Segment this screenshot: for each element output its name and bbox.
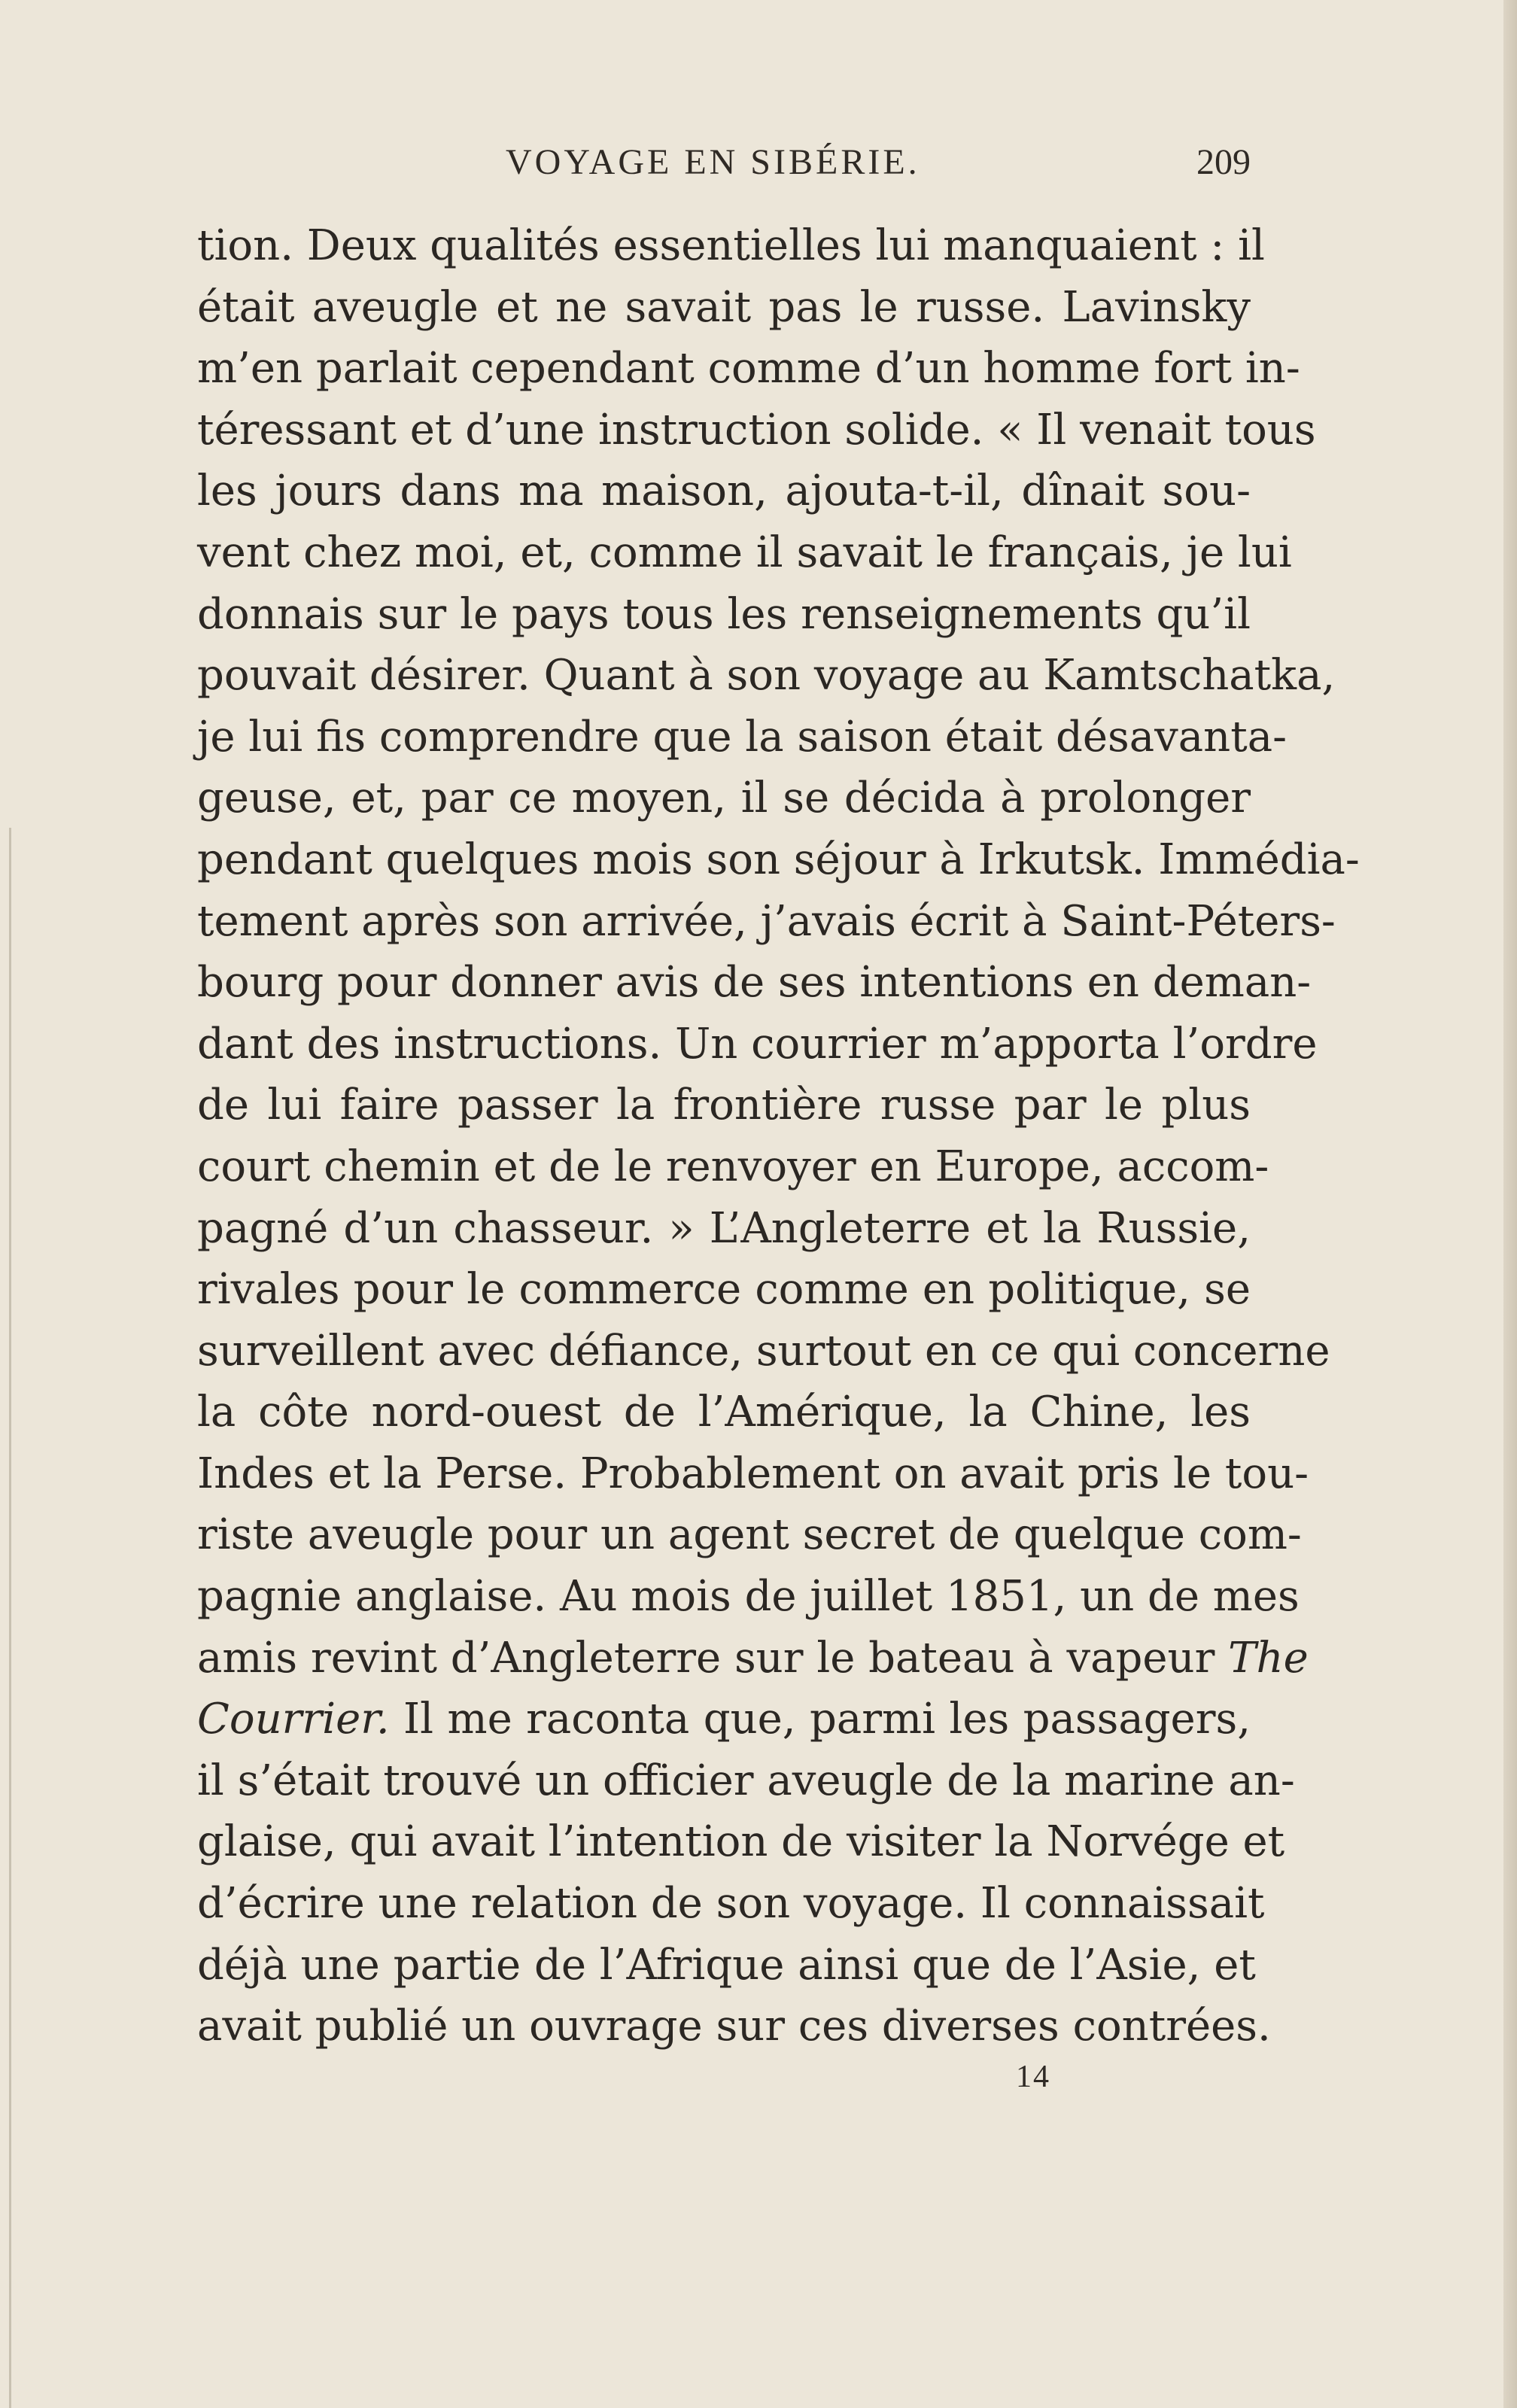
text-segment: Il me raconta que, parmi les passagers, [389, 1695, 1251, 1744]
text-line: je lui fis comprendre que la saison était désavanta- [197, 712, 1287, 762]
text-line: surveillent avec défiance, surtout en ce qui concerne [197, 1326, 1330, 1376]
text-line: d’écrire une relation de son voyage. Il connaissait [197, 1879, 1265, 1929]
italic-title-part: Courrier. [197, 1695, 390, 1744]
running-title: VOYAGE EN SIBÉRIE. [506, 142, 920, 182]
page-edge-shadow [1503, 0, 1517, 2408]
text-line: de lui faire passer la frontière russe par le plus [197, 1081, 1251, 1130]
text-line: il s’était trouvé un officier aveugle de la marine an- [197, 1756, 1295, 1805]
text-line [197, 1628, 1309, 1689]
italic-title-part: The [1228, 1633, 1309, 1683]
text-line: rivales pour le commerce comme en politique, se [197, 1265, 1251, 1315]
text-line: geuse, et, par ce moyen, il se décida à prolonger [197, 774, 1251, 823]
running-head [197, 135, 1251, 196]
signature-mark: 14 [1016, 2060, 1050, 2094]
text-line: court chemin et de le renvoyer en Europe, accom- [197, 1142, 1269, 1191]
text-line: bourg pour donner avis de ses intentions en deman- [197, 958, 1312, 1008]
text-line: pendant quelques mois son séjour à Irkutsk. Immédia- [197, 835, 1360, 884]
text-line: pagné d’un chasseur. » L’Angleterre et la Russie, [197, 1203, 1251, 1253]
text-line: pagnie anglaise. Au mois de juillet 1851, un de mes [197, 1572, 1300, 1622]
text-line: déjà une partie de l’Afrique ainsi que de l’Asie, et [197, 1940, 1256, 1990]
text-line: Indes et la Perse. Probablement on avait pris le tou- [197, 1449, 1309, 1498]
text-line: avait publié un ouvrage sur ces diverses contrées. [197, 2002, 1271, 2051]
text-segment: amis revint d’Angleterre sur le bateau à vapeur [197, 1633, 1215, 1683]
text-line: dant des instructions. Un courrier m’apporta l’ordre [197, 1019, 1318, 1069]
text-line: riste aveugle pour un agent secret de quelque com- [197, 1510, 1302, 1560]
text-line: téressant et d’une instruction solide. « Il venait tous [197, 405, 1316, 455]
text-line: les jours dans ma maison, ajouta-t-il, dînait sou- [197, 467, 1251, 516]
text-line: tement après son arrivée, j’avais écrit à Saint-Péters- [197, 896, 1336, 946]
binding-line [9, 828, 11, 2408]
body-text [197, 215, 1360, 2057]
text-line: pouvait désirer. Quant à son voyage au Kamtschatka, [197, 651, 1336, 701]
text-line [197, 1689, 1251, 1750]
text-line: m’en parlait cependant comme d’un homme fort in- [197, 344, 1300, 394]
text-line: donnais sur le pays tous les renseignements qu’il [197, 589, 1251, 639]
text-line: tion. Deux qualités essentielles lui manquaient : il [197, 221, 1265, 270]
page-number: 209 [1196, 142, 1251, 182]
text-line: vent chez moi, et, comme il savait le français, je lui [197, 528, 1292, 577]
text-line: était aveugle et ne savait pas le russe. Lavinsky [197, 282, 1251, 332]
text-line: la côte nord-ouest de l’Amérique, la Chine, les [197, 1388, 1251, 1437]
text-line: glaise, qui avait l’intention de visiter la Norvége et [197, 1817, 1285, 1867]
